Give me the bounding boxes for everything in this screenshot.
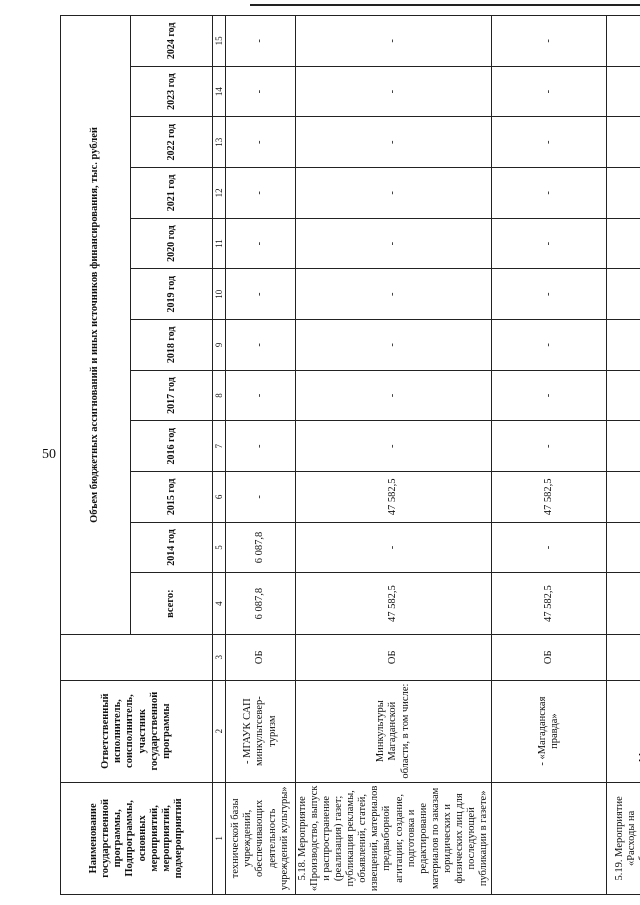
row-value: -	[296, 66, 492, 117]
row-value: -	[226, 421, 296, 472]
row-value: -	[226, 472, 296, 523]
header-year: 2016 год	[131, 421, 213, 472]
row-responsible: - «Магаданская правда»	[492, 680, 607, 782]
table-row	[607, 16, 640, 895]
col-number: 5	[213, 522, 226, 573]
row-value: -	[492, 117, 607, 168]
row-value	[607, 421, 640, 472]
row-responsible: - МГАУК САП минкультсевер-туризм	[226, 680, 296, 782]
row-total: 47 582,5	[492, 573, 607, 635]
row-value: -	[226, 117, 296, 168]
col-number: 12	[213, 168, 226, 219]
row-value: -	[492, 421, 607, 472]
row-name: 5.18. Мероприятие «Производство, выпуск и распространение (реализация) газет; публикация рекламы, объявлений, статей, извещений, материалов предвыборной агитации; создание, подготовка и редактирование материалов по заказам юридических и физических лиц для последующей публикации в газете»	[296, 782, 492, 894]
col-number: 4	[213, 573, 226, 635]
header-volume: Объем бюджетных ассигнований и иных источников финансирования, тыс. рублей	[61, 16, 131, 635]
row-value: -	[492, 16, 607, 67]
row-name: технической базы учреждений, обеспечивающих деятельность учреждений культуры»	[226, 782, 296, 894]
row-value: -	[296, 421, 492, 472]
row-value	[607, 269, 640, 320]
header-year: 2017 год	[131, 370, 213, 421]
row-value	[607, 320, 640, 371]
header-year: 2014 год	[131, 522, 213, 573]
row-value	[607, 16, 640, 67]
row-value: 6 087,8	[226, 522, 296, 573]
row-value	[607, 522, 640, 573]
row-responsible	[607, 680, 640, 782]
row-value: -	[296, 117, 492, 168]
table-row	[226, 16, 296, 895]
header-total: всего:	[131, 573, 213, 635]
col-number: 13	[213, 117, 226, 168]
header-year: 2015 год	[131, 472, 213, 523]
row-name	[492, 782, 607, 894]
header-responsible: Ответственный исполнитель, соисполнитель, участник государственной программы	[61, 680, 213, 782]
col-number: 10	[213, 269, 226, 320]
row-value	[607, 370, 640, 421]
table-row	[492, 16, 607, 895]
row-value: -	[492, 320, 607, 371]
row-value: -	[492, 370, 607, 421]
row-value	[607, 117, 640, 168]
row-value: -	[492, 522, 607, 573]
row-total: 47 582,5	[296, 573, 492, 635]
row-value: 47 582,5	[296, 472, 492, 523]
row-total	[607, 573, 640, 635]
row-value: -	[226, 16, 296, 67]
row-source: ОБ	[226, 634, 296, 680]
col-number: 1	[213, 782, 226, 894]
row-value: -	[296, 168, 492, 219]
header-year: 2023 год	[131, 66, 213, 117]
row-value: -	[226, 370, 296, 421]
row-value: -	[492, 168, 607, 219]
row-source: ОБ	[492, 634, 607, 680]
col-number: 8	[213, 370, 226, 421]
rotated-table-container	[60, 15, 640, 895]
col-number: 2	[213, 680, 226, 782]
row-value: -	[492, 218, 607, 269]
page-number: 50	[42, 447, 56, 462]
row-value: -	[492, 66, 607, 117]
header-year: 2022 год	[131, 117, 213, 168]
row-responsible: Минкультуры Магаданской области, в том числе:	[296, 680, 492, 782]
col-number: 14	[213, 66, 226, 117]
row-value: -	[296, 218, 492, 269]
row-value	[607, 472, 640, 523]
header-year: 2020 год	[131, 218, 213, 269]
row-value: -	[226, 320, 296, 371]
row-total: 6 087,8	[226, 573, 296, 635]
table-row	[296, 16, 492, 895]
row-source: ОБ	[296, 634, 492, 680]
col-number: 6	[213, 472, 226, 523]
row-value: 47 582,5	[492, 472, 607, 523]
col-number: 3	[213, 634, 226, 680]
row-value	[607, 168, 640, 219]
col-number: 15	[213, 16, 226, 67]
row-value: -	[296, 16, 492, 67]
row-value: -	[296, 320, 492, 371]
row-value: -	[492, 269, 607, 320]
row-value: -	[226, 269, 296, 320]
header-year: 2019 год	[131, 269, 213, 320]
col-number: 9	[213, 320, 226, 371]
top-rule	[250, 4, 640, 6]
row-value	[607, 218, 640, 269]
col-number: 7	[213, 421, 226, 472]
financing-table	[60, 15, 640, 895]
row-value: -	[226, 218, 296, 269]
row-value: -	[296, 522, 492, 573]
header-year: 2018 год	[131, 320, 213, 371]
header-year: 2024 год	[131, 16, 213, 67]
row-source	[607, 634, 640, 680]
row-value: -	[296, 370, 492, 421]
column-number-row	[213, 16, 226, 895]
row-value	[607, 66, 640, 117]
col-number: 11	[213, 218, 226, 269]
row-value: -	[226, 168, 296, 219]
row-value: -	[226, 66, 296, 117]
row-name: 5.19. Мероприятие «Расходы на	[607, 782, 640, 894]
row-value: -	[296, 269, 492, 320]
header-year: 2021 год	[131, 168, 213, 219]
header-name: Наименование государственной программы, Подпрограммы, основных мероприятий, мероприятий, подмероприятий	[61, 782, 213, 894]
header-source	[61, 634, 213, 680]
